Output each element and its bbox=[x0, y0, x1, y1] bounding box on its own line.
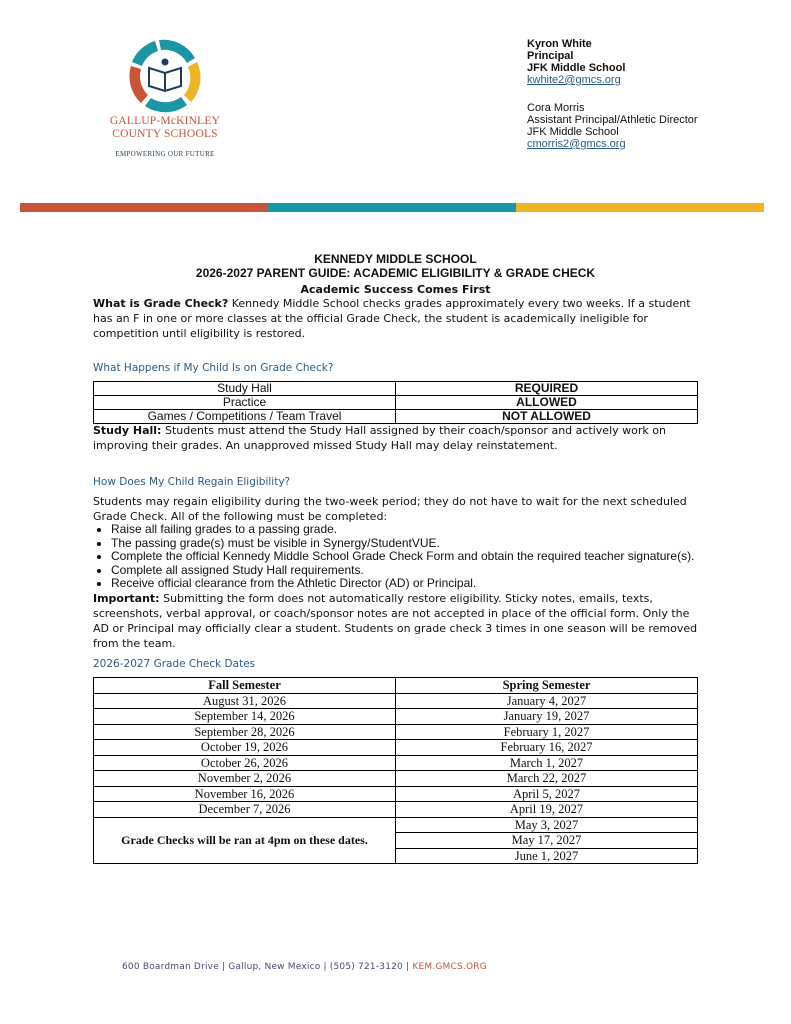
logo-emblem-icon bbox=[110, 36, 220, 116]
document-subtitle: Academic Success Comes First bbox=[300, 283, 491, 296]
list-item: • Raise all failing grades to a passing grade. bbox=[111, 523, 694, 537]
contact-block bbox=[527, 38, 698, 150]
list-item: • Complete the official Kennedy Middle School Grade Check Form and obtain the required teacher signature(s). bbox=[111, 550, 694, 564]
table-row: September 14, 2026 January 19, 2027 bbox=[94, 709, 698, 725]
table-header-row bbox=[94, 678, 698, 694]
study-hall-note: Study Hall: Students must attend the Study Hall assigned by their coach/sponsor and actively work on improving their grades. An unapproved missed Study Hall may delay reinstatement. bbox=[93, 424, 666, 452]
color-divider-bar bbox=[20, 203, 764, 212]
bar-segment-teal bbox=[268, 203, 516, 212]
logo-tagline: EMPOWERING OUR FUTURE bbox=[115, 150, 215, 158]
table-row: November 2, 2026 March 22, 2027 bbox=[94, 771, 698, 787]
assistant-school: JFK Middle School bbox=[527, 126, 619, 138]
assistant-name: Cora Morris bbox=[527, 102, 585, 114]
grade-check-time-note: Grade Checks will be ran at 4pm on these dates. bbox=[94, 817, 396, 864]
fall-semester-header: Fall Semester bbox=[94, 678, 396, 694]
table-row: May 17, 2027 bbox=[94, 833, 698, 849]
table-row: November 16, 2026 April 5, 2027 bbox=[94, 786, 698, 802]
table-row: October 19, 2026 February 16, 2027 bbox=[94, 740, 698, 756]
principal-name: Kyron White bbox=[527, 38, 592, 50]
table-row: August 31, 2026 January 4, 2027 bbox=[94, 693, 698, 709]
district-logo bbox=[110, 36, 220, 160]
principal-role: Principal bbox=[527, 50, 574, 62]
table-row: December 7, 2026 April 19, 2027 bbox=[94, 802, 698, 818]
principal-email-link[interactable]: kwhite2@gmcs.org bbox=[527, 74, 621, 86]
principal-school: JFK Middle School bbox=[527, 62, 626, 74]
section-heading-check-dates: 2026-2027 Grade Check Dates bbox=[93, 658, 256, 670]
table-row: Games / Competitions / Team Travel NOT ALLOWED bbox=[94, 410, 698, 424]
grade-check-status-table bbox=[93, 381, 698, 424]
table-row: June 1, 2027 bbox=[94, 848, 698, 864]
bar-segment-gold bbox=[516, 203, 764, 212]
important-note: Important: Submitting the form does not automatically restore eligibility. Sticky notes, emails, texts, screenshots, verbal approval, or coach/sponsor notes are not accepted in place of the official form. Only the AD or Principal may officially clear a student. Students on grade check 3 times in one season will be removed from the team. bbox=[93, 592, 698, 650]
table-row: Grade Checks will be ran at 4pm on these dates. May 3, 2027 bbox=[94, 817, 698, 833]
spring-semester-header: Spring Semester bbox=[396, 678, 698, 694]
footer-address: 600 Boardman Drive | Gallup, New Mexico | (505) 721-3120 | KEM.GMCS.ORG bbox=[122, 962, 487, 972]
intro-paragraph: What is Grade Check? Kennedy Middle School checks grades approximately every two weeks. If a student has an F in one or more classes at the official Grade Check, the student is academically ineligible for competition until eligibility is restored. bbox=[93, 297, 691, 340]
grade-check-dates-table bbox=[93, 677, 698, 864]
document-title: KENNEDY MIDDLE SCHOOL 2026-2027 PARENT GUIDE: ACADEMIC ELIGIBILITY & GRADE CHECK bbox=[195, 252, 596, 280]
table-row: September 28, 2026 February 1, 2027 bbox=[94, 724, 698, 740]
requirements-list bbox=[93, 523, 694, 591]
list-item: • Complete all assigned Study Hall requirements. bbox=[111, 564, 694, 578]
regain-intro-paragraph: Students may regain eligibility during the two-week period; they do not have to wait for the next scheduled Grade Check. All of the following must be completed: bbox=[93, 495, 687, 523]
logo-district-name: GALLUP-McKINLEY COUNTY SCHOOLS bbox=[109, 115, 221, 140]
table-row: October 26, 2026 March 1, 2027 bbox=[94, 755, 698, 771]
assistant-role: Assistant Principal/Athletic Director bbox=[527, 114, 698, 126]
list-item: • Receive official clearance from the Athletic Director (AD) or Principal. bbox=[111, 577, 694, 591]
assistant-email-link[interactable]: cmorris2@gmcs.org bbox=[527, 138, 626, 150]
footer-website-link[interactable]: KEM.GMCS.ORG bbox=[412, 962, 487, 972]
list-item: • The passing grade(s) must be visible in Synergy/StudentVUE. bbox=[111, 537, 694, 551]
section-heading-grade-check: What Happens if My Child Is on Grade Check? bbox=[93, 362, 334, 374]
bar-segment-orange bbox=[20, 203, 268, 212]
table-row: Study Hall REQUIRED bbox=[94, 382, 698, 396]
table-row: Practice ALLOWED bbox=[94, 396, 698, 410]
section-heading-regain-eligibility: How Does My Child Regain Eligibility? bbox=[93, 476, 291, 488]
